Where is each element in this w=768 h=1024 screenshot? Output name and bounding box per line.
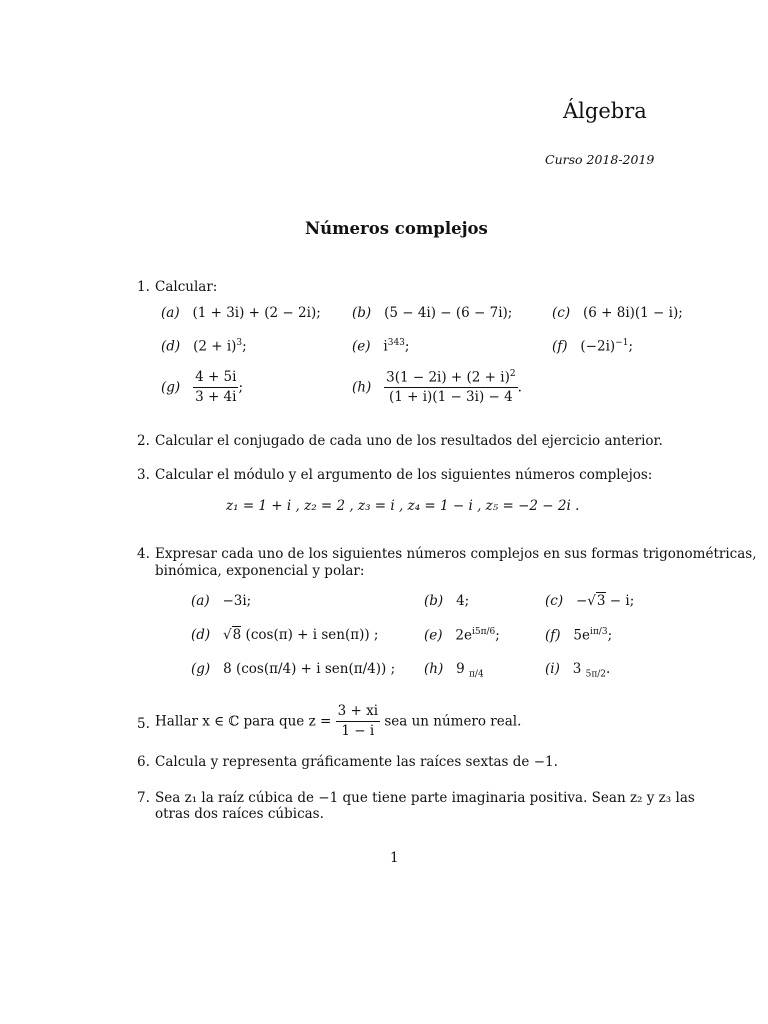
exercise-4c: (c) −√3 − i; — [545, 593, 635, 609]
exercise-5-number: 5. — [137, 716, 150, 732]
exercise-6-text: Calcula y representa gráficamente las raíces sextas de −1. — [155, 754, 558, 770]
item-tail: ; — [242, 338, 247, 355]
exercise-5-fraction — [336, 703, 380, 740]
exercise-2-number: 2. — [137, 433, 150, 449]
item-expression: (6 + 8i)(1 − i); — [582, 305, 683, 321]
exercise-1h — [352, 369, 522, 406]
item-label: (h) — [424, 661, 444, 677]
item-base: (−2i) — [580, 338, 616, 355]
item-exponent: i5π/6 — [472, 627, 496, 637]
fraction-denominator: 3 + 4i — [195, 388, 237, 405]
exercise-4h — [424, 661, 484, 680]
item-label: (a) — [191, 593, 210, 609]
exercise-3-number: 3. — [137, 467, 150, 483]
exercise-7-number: 7. — [137, 790, 150, 806]
item-label: (a) — [161, 305, 180, 321]
exercise-7-line1: Sea z₁ la raíz cúbica de −1 que tiene parte imaginaria positiva. Sean z₂ y z₃ las — [155, 790, 695, 806]
exercise-1b — [352, 305, 512, 321]
item-label: (f) — [545, 627, 561, 644]
item-exponent: 343 — [387, 338, 405, 348]
item-label: (b) — [424, 593, 444, 609]
item-fraction — [384, 369, 517, 406]
page-number: 1 — [390, 850, 399, 866]
item-subscript: 5π/2 — [585, 669, 607, 680]
item-tail: ; — [607, 627, 613, 644]
item-base: 2e — [455, 627, 472, 644]
exercise-1e — [352, 338, 409, 355]
course-title: Álgebra — [563, 99, 647, 123]
item-expression: 8 (cos(π/4) + i sen(π/4)) ; — [223, 661, 396, 677]
exercise-2-text: Calcular el conjugado de cada uno de los resultados del ejercicio anterior. — [155, 433, 663, 449]
radicand: 8 — [232, 627, 242, 643]
exercise-3-text: Calcular el módulo y el argumento de los siguientes números complejos: — [155, 467, 653, 483]
fraction-numerator: 3 + xi — [336, 703, 380, 722]
exercise-1d — [161, 338, 247, 355]
item-tail: ; — [404, 338, 410, 355]
exercise-4-number: 4. — [137, 546, 150, 562]
item-expression: (5 − 4i) − (6 − 7i); — [384, 305, 513, 321]
exercise-3-formula: z₁ = 1 + i , z₂ = 2 , z₃ = i , z₄ = 1 − i , z₅ = −2 − 2i . — [226, 498, 580, 514]
item-label: (c) — [552, 305, 571, 321]
fraction-numerator: 4 + 5i — [193, 369, 238, 388]
item-expression: 4; — [456, 593, 470, 609]
item-expression: (1 + 3i) + (2 − 2i); — [192, 305, 321, 321]
item-tail: . — [606, 661, 611, 677]
item-tail: ; — [628, 338, 634, 355]
exercise-1-number: 1. — [137, 279, 150, 295]
exercise-1-text: Calcular: — [155, 279, 218, 295]
item-base: i — [383, 338, 388, 355]
exercise-4g — [191, 661, 395, 677]
item-tail: ; — [495, 627, 500, 644]
item-exponent: iπ/3 — [590, 627, 608, 637]
item-label: (d) — [191, 627, 211, 643]
item-label: (d) — [161, 338, 181, 355]
item-exponent: 3 — [236, 338, 243, 348]
exercise-1c — [552, 305, 683, 321]
item-label: (b) — [352, 305, 372, 321]
exercise-4d: (d) √8 (cos(π) + i sen(π)) ; — [191, 627, 379, 643]
exercise-6-number: 6. — [137, 754, 150, 770]
item-tail: ; — [238, 379, 244, 396]
item-base: (2 + i) — [193, 338, 237, 355]
item-expression: −3i; — [222, 593, 252, 609]
exercise-7-line2: otras dos raíces cúbicas. — [155, 806, 324, 822]
exercise-4a — [191, 593, 251, 609]
course-year: Curso 2018-2019 — [545, 152, 655, 167]
exercise-4-line2: binómica, exponencial y polar: — [155, 563, 365, 579]
exercise-5-line — [155, 703, 521, 740]
item-label: (e) — [424, 627, 443, 644]
exercise-5-pre: Hallar x ∈ ℂ para que z = — [155, 713, 332, 730]
item-label: (g) — [191, 661, 211, 677]
item-base: 3 — [572, 661, 582, 677]
item-label: (f) — [552, 338, 568, 355]
item-post: − i; — [605, 593, 635, 609]
item-subscript: π/4 — [469, 669, 484, 680]
exercise-4-line1: Expresar cada uno de los siguientes números complejos en sus formas trigonométricas, — [155, 546, 757, 562]
exercise-4i — [545, 661, 610, 680]
fraction-numerator: $3(1 - 2i) + (2 + i)^2$ — [384, 369, 517, 388]
exercise-1a — [161, 305, 321, 321]
item-fraction — [193, 369, 238, 406]
item-label: (g) — [161, 379, 181, 396]
exercise-4e — [424, 627, 500, 644]
item-label: (i) — [545, 661, 560, 677]
exercise-5-post: sea un número real. — [384, 713, 522, 730]
item-base: 9 — [456, 661, 465, 677]
fraction-denominator: (1 + i)(1 − 3i) − 4 — [388, 389, 513, 406]
item-post: (cos(π) + i sen(π)) ; — [241, 627, 379, 643]
radicand: 3 — [596, 593, 606, 609]
fraction-denominator: 1 − i — [341, 722, 375, 739]
section-title: Números complejos — [305, 219, 488, 238]
exercise-4b — [424, 593, 469, 609]
item-pre: − — [575, 593, 588, 609]
item-tail: . — [517, 379, 522, 396]
item-label: (c) — [545, 593, 564, 609]
exercise-4f — [545, 627, 612, 644]
item-exponent: −1 — [615, 338, 629, 348]
item-label: (e) — [352, 338, 371, 355]
exercise-1f — [552, 338, 633, 355]
item-label: (h) — [352, 379, 372, 396]
exercise-1g — [161, 369, 243, 406]
item-base: 5e — [573, 627, 590, 644]
